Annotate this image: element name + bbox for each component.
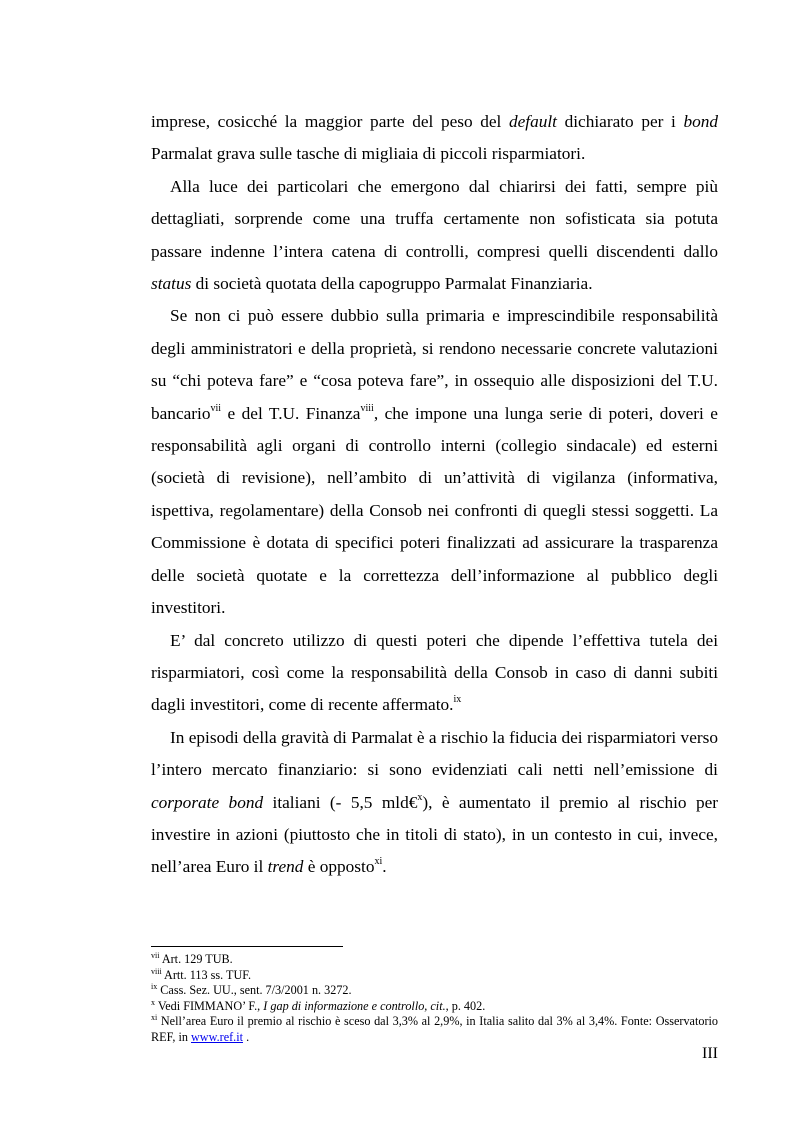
- text-run: è opposto: [303, 857, 375, 877]
- text-run: Parmalat grava sulle tasche di migliaia di piccoli risparmiatori.: [151, 144, 586, 164]
- footnotes: [151, 952, 718, 1045]
- italic-text: I gap di informazione e controllo, cit.,: [263, 998, 449, 1013]
- footnote: [151, 983, 718, 999]
- text-run: In episodi della gravità di Parmalat è a rischio la fiducia dei risparmiatori verso l’intero mercato finanziario: si sono evidenziati cali netti nell’emissione di: [151, 727, 718, 780]
- text-run: Cass. Sez. UU., sent. 7/3/2001 n. 3272.: [157, 983, 352, 997]
- footnote-ref: viii: [151, 966, 162, 976]
- italic-text: status: [151, 274, 192, 294]
- ref-link[interactable]: www.ref.it: [191, 1029, 244, 1044]
- paragraph: [151, 106, 718, 171]
- text-run: E’ dal concreto utilizzo di questi poteri che dipende l’effettiva tutela dei risparmiatori, così come la responsabilità della Consob in caso di danni subiti dagli investitori, come di recente affermato.: [151, 630, 718, 715]
- footnote: [151, 968, 718, 984]
- footnote: [151, 999, 718, 1015]
- text-run: p. 402.: [448, 998, 486, 1013]
- body-text: [151, 106, 718, 884]
- paragraph: [151, 300, 718, 624]
- text-run: Artt. 113 ss. TUF.: [161, 967, 252, 982]
- text-run: , che impone una lunga serie di poteri, doveri e responsabilità agli organi di controllo interni (collegio sindacale) ed esterni (società di revisione), nell’ambito di un’attività di vigilanza (informativa, ispettiva, regolamentare) della Consob nei confronti di quegli stessi soggetti. La Commissione è dotata di specifici poteri finalizzati ad assicurare la trasparenza delle società quotate e la correttezza dell’informazione al pubblico degli investitori.: [151, 403, 718, 618]
- paragraph: [151, 625, 718, 722]
- footnote-ref: x: [151, 997, 155, 1007]
- footnote: [151, 1014, 718, 1045]
- footnote-separator: [151, 946, 343, 947]
- paragraph: [151, 171, 718, 301]
- text-run: italiani (- 5,5 mld€: [263, 792, 418, 812]
- footnote-ref: vii: [151, 951, 160, 960]
- footnote-ref: xi: [151, 1013, 158, 1022]
- text-run: Alla luce dei particolari che emergono dal chiarirsi dei fatti, sempre più dettagliati, sorprende come una truffa certamente non sofisticata sia potuta passare indenne l’intera catena di controlli, compresi quelli discendenti dallo: [151, 176, 718, 261]
- italic-text: bond: [683, 112, 718, 131]
- text-run: dichiarato per i: [556, 112, 684, 131]
- footnote-ref: vii: [210, 402, 222, 414]
- text-run: Se non ci può essere dubbio sulla primaria e imprescindibile responsabilità degli amministratori e della proprietà, si rendono necessarie concrete valutazioni su “chi poteva fare” e “cosa poteva fare”, in ossequio alle disposizioni del T.U. bancario: [151, 306, 718, 423]
- text-run: imprese, cosicché la maggior parte del peso del: [151, 112, 509, 131]
- footnote-ref: x: [417, 791, 423, 803]
- page-number: III: [702, 1045, 718, 1062]
- italic-text: trend: [267, 857, 304, 877]
- footnote-ref: xi: [374, 856, 383, 868]
- text-run: .: [243, 1029, 250, 1044]
- italic-text: default: [508, 112, 557, 131]
- text-run: ), è aumentato il premio al rischio per investire in azioni (piuttosto che in titoli di stato), in un contesto in cui, invece, nell’area Euro il: [151, 792, 719, 877]
- footnote-ref: ix: [151, 982, 158, 991]
- text-run: .: [382, 857, 387, 877]
- text-run: Art. 129 TUB.: [159, 952, 233, 966]
- footnote-ref: ix: [453, 694, 462, 706]
- italic-text: corporate bond: [151, 792, 264, 812]
- text-run: e del T.U. Finanza: [221, 403, 361, 423]
- footnote: [151, 952, 718, 968]
- footnote-ref: viii: [360, 402, 374, 414]
- text-run: Vedi FIMMANO’ F.,: [155, 998, 264, 1013]
- paragraph: [151, 722, 718, 884]
- text-run: Nell’area Euro il premio al rischio è sceso dal 3,3% al 2,9%, in Italia salito dal 3% al 3,4%. Fonte: Osservatorio REF, in: [151, 1014, 718, 1044]
- text-run: di società quotata della capogruppo Parmalat Finanziaria.: [191, 274, 593, 294]
